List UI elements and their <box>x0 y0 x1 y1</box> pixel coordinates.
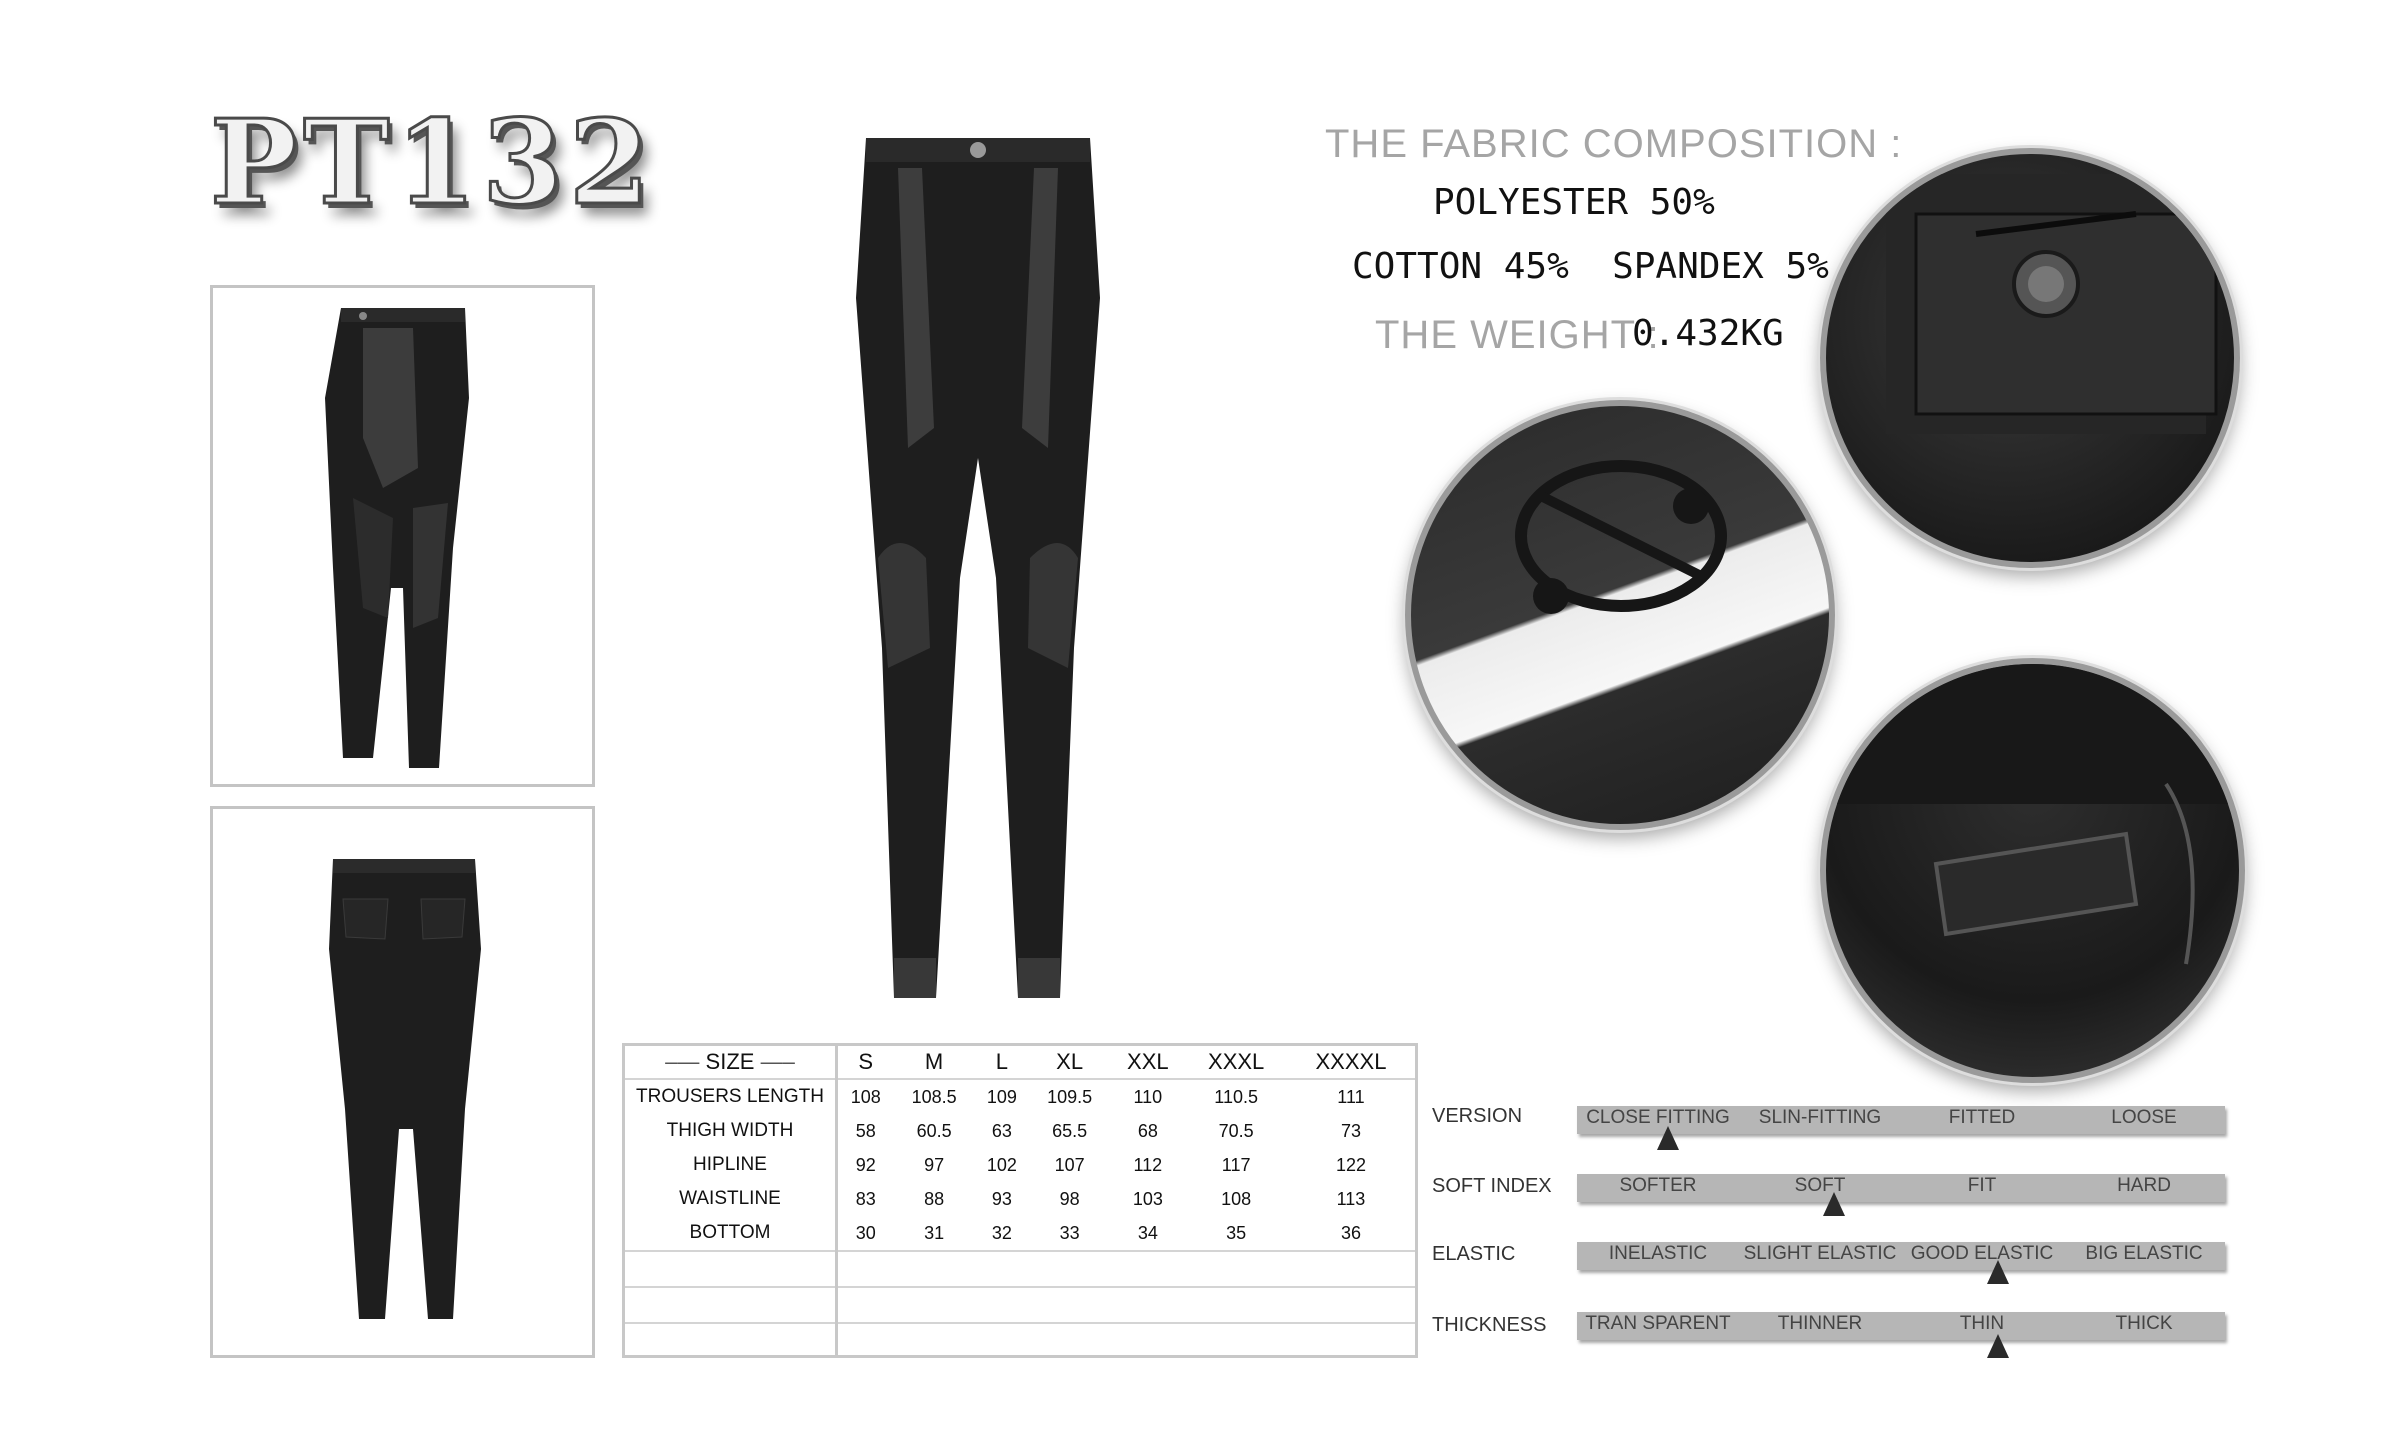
size-header-label: –— SIZE —– <box>625 1046 837 1079</box>
fabric-cotton-spandex: COTTON 45% SPANDEX 5% <box>1352 246 1829 287</box>
cell: 65.5 <box>1052 1120 1088 1141</box>
product-code: PT132 <box>210 95 656 231</box>
attr-elastic-scale <box>1577 1242 2225 1270</box>
cell: 113 <box>1336 1188 1366 1209</box>
scale-option: SLIGHT ELASTIC <box>1743 1243 1897 1264</box>
cell: 110 <box>1133 1086 1163 1107</box>
detail-pattern-closeup <box>1405 400 1835 830</box>
size-s: S <box>837 1046 894 1079</box>
cell: 97 <box>924 1154 945 1175</box>
size-xl: XL <box>1029 1046 1110 1079</box>
scale-option: GOOD ELASTIC <box>1910 1243 2054 1264</box>
attr-thickness-label: THICKNESS <box>1432 1314 1547 1336</box>
scale-option: LOOSE <box>2111 1107 2177 1128</box>
cell: 107 <box>1054 1154 1085 1175</box>
pants-side-illustration <box>213 288 592 784</box>
cell: 111 <box>1337 1086 1365 1107</box>
table-row-empty <box>625 1323 1415 1358</box>
cell: 92 <box>855 1154 876 1175</box>
row-label: WAISTLINE <box>625 1182 837 1216</box>
cell: 35 <box>1226 1222 1247 1243</box>
cell: 83 <box>855 1188 876 1209</box>
cell: 122 <box>1335 1154 1366 1175</box>
attr-soft-index-scale <box>1577 1174 2225 1202</box>
scale-option: SOFT <box>1794 1175 1846 1196</box>
cell: 34 <box>1137 1222 1158 1243</box>
weight-label: THE WEIGHT : <box>1375 313 1660 357</box>
size-xxl: XXL <box>1110 1046 1185 1079</box>
cell: 103 <box>1132 1188 1163 1209</box>
table-row-empty <box>625 1287 1415 1323</box>
cell: 36 <box>1340 1222 1361 1243</box>
front-view-photo <box>838 128 1118 1008</box>
cell: 109 <box>986 1086 1017 1107</box>
fabric-composition-title: THE FABRIC COMPOSITION : <box>1325 122 1903 166</box>
table-row <box>625 1182 1415 1216</box>
cell: 98 <box>1059 1188 1080 1209</box>
row-label: BOTTOM <box>625 1216 837 1251</box>
table-row <box>625 1079 1415 1114</box>
scale-option: CLOSE FITTING <box>1586 1107 1730 1128</box>
cell: 117 <box>1221 1154 1251 1175</box>
size-xxxxl: XXXXL <box>1287 1046 1415 1079</box>
scale-marker-icon <box>1987 1260 2009 1284</box>
scale-option: INELASTIC <box>1608 1243 1708 1264</box>
row-label: HIPLINE <box>625 1148 837 1182</box>
cell: 58 <box>855 1120 876 1141</box>
table-row <box>625 1114 1415 1148</box>
size-chart <box>622 1043 1418 1358</box>
attr-version-label: VERSION <box>1432 1105 1523 1127</box>
size-l: L <box>975 1046 1029 1079</box>
scale-option: BIG ELASTIC <box>2085 1243 2203 1264</box>
side-view-photo <box>210 285 595 787</box>
cell: 33 <box>1059 1222 1080 1243</box>
fabric-polyester: POLYESTER 50% <box>1433 182 1715 223</box>
scale-marker-icon <box>1823 1192 1845 1216</box>
scale-option: FIT <box>1967 1175 1997 1196</box>
scale-option: TRAN SPARENT <box>1585 1313 1731 1334</box>
scale-option: THIN <box>1959 1313 2005 1334</box>
row-label: THIGH WIDTH <box>625 1114 837 1148</box>
scale-marker-icon <box>1987 1334 2009 1358</box>
attr-elastic-label: ELASTIC <box>1432 1243 1516 1265</box>
detail-button-closeup <box>1820 148 2240 568</box>
attr-version-scale <box>1577 1106 2225 1134</box>
cell: 60.5 <box>916 1120 952 1141</box>
scale-marker-icon <box>1657 1126 1679 1150</box>
cell: 73 <box>1340 1120 1361 1141</box>
attr-soft-index-label: SOFT INDEX <box>1432 1175 1552 1197</box>
scale-option: THICK <box>2115 1313 2173 1334</box>
cell: 108.5 <box>911 1086 957 1107</box>
cell: 32 <box>991 1222 1012 1243</box>
cell: 68 <box>1137 1120 1158 1141</box>
cell: 112 <box>1133 1154 1163 1175</box>
pants-back-illustration <box>213 809 592 1355</box>
size-xxxl: XXXL <box>1185 1046 1287 1079</box>
scale-option: SLIN-FITTING <box>1758 1107 1882 1128</box>
weight-value: 0.432KG <box>1632 313 1784 354</box>
cell: 108 <box>850 1086 881 1107</box>
scale-option: FITTED <box>1948 1107 2016 1128</box>
attr-thickness-scale <box>1577 1312 2225 1340</box>
scale-option: HARD <box>2117 1175 2171 1196</box>
cell: 70.5 <box>1218 1120 1254 1141</box>
cell: 109.5 <box>1047 1086 1093 1107</box>
cell: 93 <box>991 1188 1012 1209</box>
cell: 108 <box>1221 1188 1252 1209</box>
row-label: TROUSERS LENGTH <box>625 1079 837 1114</box>
table-row <box>625 1216 1415 1251</box>
cell: 31 <box>924 1222 945 1243</box>
pants-front-illustration <box>838 128 1118 1008</box>
back-view-photo <box>210 806 595 1358</box>
cell: 63 <box>991 1120 1012 1141</box>
size-header-row <box>625 1046 1415 1079</box>
size-m: M <box>893 1046 974 1079</box>
table-row-empty <box>625 1251 1415 1287</box>
cell: 102 <box>986 1154 1017 1175</box>
cell: 88 <box>924 1188 945 1209</box>
table-row <box>625 1148 1415 1182</box>
scale-option: THINNER <box>1777 1313 1863 1334</box>
scale-option: SOFTER <box>1619 1175 1697 1196</box>
cell: 110.5 <box>1214 1086 1259 1107</box>
cell: 30 <box>855 1222 876 1243</box>
detail-pocket-closeup <box>1820 658 2245 1083</box>
